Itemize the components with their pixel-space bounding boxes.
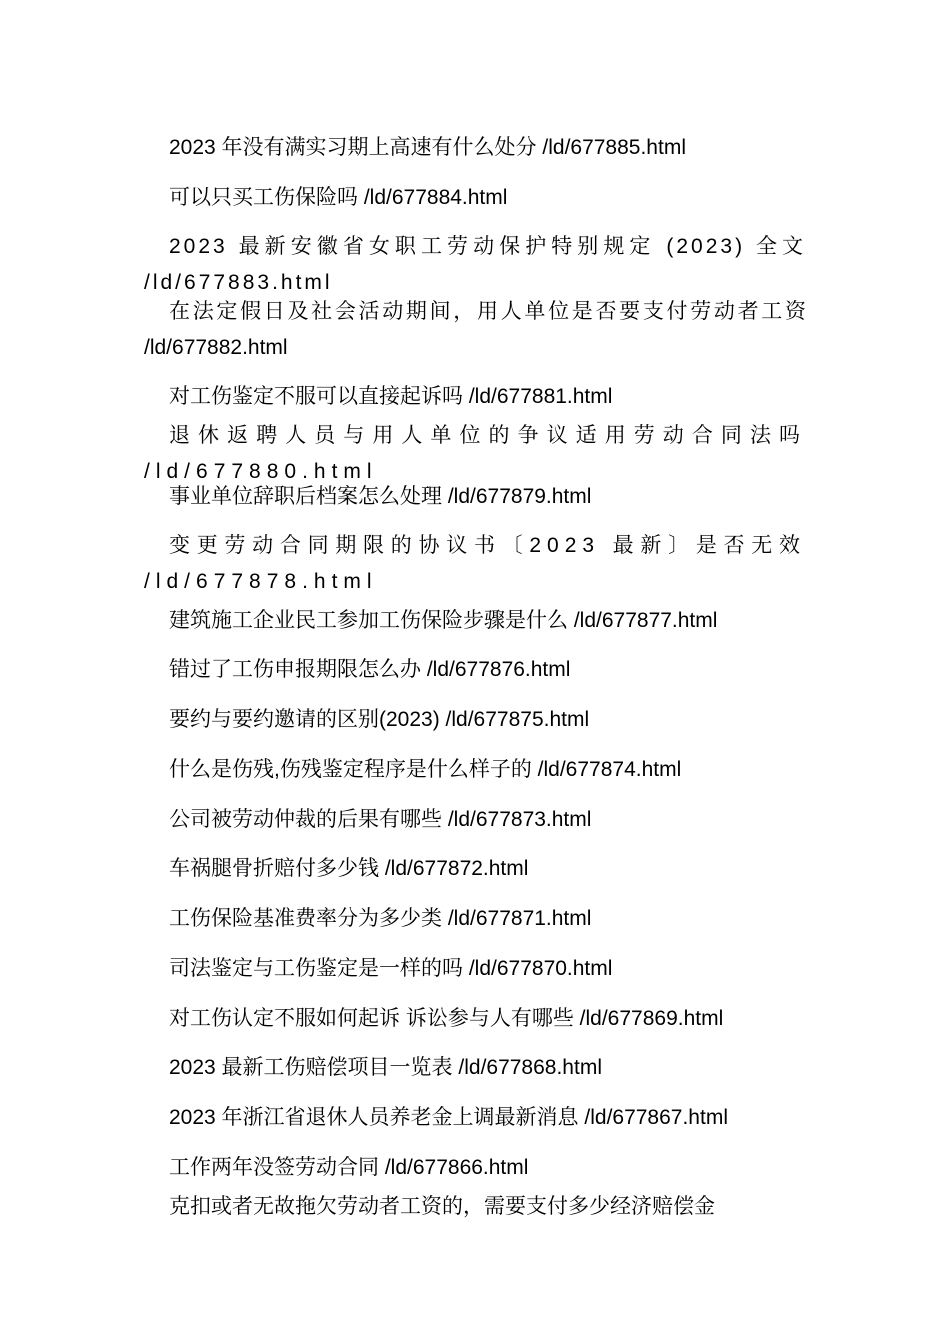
- list-item: 要约与要约邀请的区别(2023) /ld/677875.html: [169, 708, 590, 731]
- list-item: 司法鉴定与工伤鉴定是一样的吗 /ld/677870.html: [169, 957, 613, 980]
- list-item: 2023 最新工伤赔偿项目一览表 /ld/677868.html: [169, 1056, 602, 1079]
- list-item: 退休返聘人员与用人单位的争议适用劳动合同法吗 /ld/677880.html: [144, 424, 806, 483]
- list-item: 2023 年浙江省退休人员养老金上调最新消息 /ld/677867.html: [169, 1106, 728, 1129]
- list-item: 工作两年没签劳动合同 /ld/677866.html: [169, 1156, 529, 1179]
- list-item: 公司被劳动仲裁的后果有哪些 /ld/677873.html: [169, 808, 592, 831]
- list-item: 对工伤鉴定不服可以直接起诉吗 /ld/677881.html: [169, 385, 613, 408]
- list-item: 2023 年没有满实习期上高速有什么处分 /ld/677885.html: [169, 136, 686, 159]
- list-item: 对工伤认定不服如何起诉 诉讼参与人有哪些 /ld/677869.html: [169, 1007, 724, 1030]
- list-item: 变更劳动合同期限的协议书〔2023 最新〕是否无效 /ld/677878.html: [144, 534, 806, 593]
- list-item: 克扣或者无故拖欠劳动者工资的，需要支付多少经济赔偿金: [169, 1195, 715, 1218]
- list-item: 可以只买工伤保险吗 /ld/677884.html: [169, 186, 508, 209]
- list-item: 什么是伤残,伤残鉴定程序是什么样子的 /ld/677874.html: [169, 758, 682, 781]
- list-item: 车祸腿骨折赔付多少钱 /ld/677872.html: [169, 857, 529, 880]
- list-item: 错过了工伤申报期限怎么办 /ld/677876.html: [169, 658, 571, 681]
- list-item: 2023 最新安徽省女职工劳动保护特别规定 (2023) 全文 /ld/677883.html: [144, 235, 806, 294]
- list-item: 工伤保险基准费率分为多少类 /ld/677871.html: [169, 907, 592, 930]
- list-item: 建筑施工企业民工参加工伤保险步骤是什么 /ld/677877.html: [169, 609, 718, 632]
- list-item: 在法定假日及社会活动期间，用人单位是否要支付劳动者工资 /ld/677882.html: [144, 300, 806, 359]
- list-item: 事业单位辞职后档案怎么处理 /ld/677879.html: [169, 485, 592, 508]
